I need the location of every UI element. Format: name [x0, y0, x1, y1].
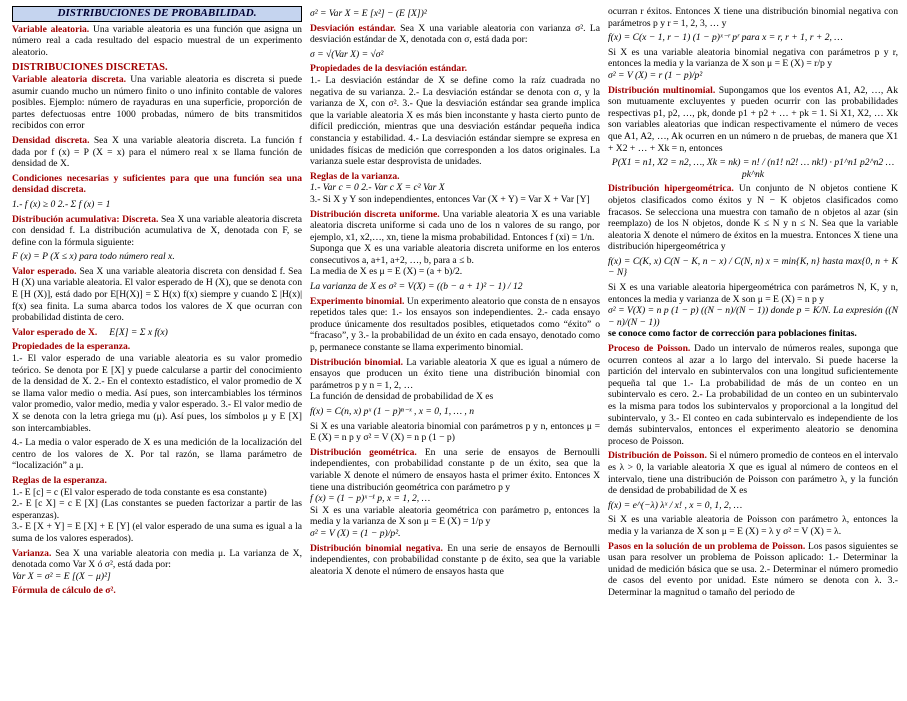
formula-hipergeometrica: f(x) = C(K, x) C(N − K, n − x) / C(N, n) x = min{K, n} hasta max{0, n + K − N}	[608, 255, 898, 279]
paragraph-hipergeometrica: Distribución hipergeométrica. Un conjunto de N objetos contiene K objetos clasificados como éxitos y N − K objetos clasificados como fracasos. Se selecciona una muestra con tamaño de n objetos al azar (sin reemplazo) de los N objetos, donde K ≤ N y n ≤ N. Sea que la variable aleatoria X denote el número de éxitos en la muestra. Entonces X tiene una distribución hipergeométrica y	[608, 183, 898, 253]
formula-multinomial: P(X1 = n1, X2 = n2, …, Xk = nk) = n! / (n1! n2! … nk!) · p1^n1 p2^n2 … pk^nk	[611, 157, 895, 180]
paragraph-poisson-media: Si X es una variable aleatoria de Poisson con parámetro λ, entonces la media y la varianza de X son μ = E (X) = λ y σ² = V (X) = λ.	[608, 514, 898, 537]
formula-poisson: f(x) = e^(−λ) λˣ / x! , x = 0, 1, 2, …	[608, 499, 743, 511]
paragraph-acumulativa: Distribución acumulativa: Discreta. Sea X una variable aleatoria discreta con densidad f. La distribución acumulativa de X, denotada con F, se define con la fórmula siguiente:	[12, 213, 303, 248]
paragraph-desviacion: Desviación estándar. Sea X una variable aleatoria con varianza σ². La desviación estándar de X, denotada con σ, está dada por:	[310, 22, 600, 46]
paragraph-propiedades-4: 4.- La media o valor esperado de X es una medición de la localización del centro de los valores de X. Por tal razón, se llama parámetro de “localización” a μ.	[12, 437, 302, 472]
formula-uniforme: La varianza de X es σ² = V(X) = ((b − a + 1)² − 1) / 12	[310, 281, 523, 293]
paragraph-valor-esperado: Valor esperado. Sea X una variable aleatoria discreta con densidad f. Sea H (X) una variable aleatoria. El valor esperado de H (X), que se denota con E [H (X)], está dado por E[H(X)] = Σ H(x) f(x) siempre y cuando Σ |H(x)| f(x) sea finita. La suma abarca todos los valores de X que ocurran con probabilidad distinta de cero.	[12, 265, 302, 324]
paragraph-densidad: Densidad discreta. Sea X una variable aleatoria discreta. La función f dada por f (x) = P (X = x) para el número real x se llama función de densidad de X.	[12, 134, 302, 170]
paragraph-pasos-poisson: Pasos en la solución de un problema de Poisson. Los pasos siguientes se usan para resolver un problema de Poisson aplicado: 1.- Determinar la unidad de medición básica que se usa. 2.- Determinar el número promedio de casos del evento por unidad. Este número se denota con λ. 3.- Determinar la magnitud o tamaño del periodo de	[608, 540, 898, 598]
paragraph-binomial-media: Si X es una variable aleatoria binomial con parámetros p y n, entonces μ = E (X) = n p y σ² = V (X) = n p (1 − p)	[310, 420, 600, 444]
paragraph-binomial-negativa-cont: ocurran r éxitos. Entonces X tiene una distribución binomial negativa con parámetros p y r = 1, 2, 3, … y	[608, 6, 898, 29]
paragraph-vad: Variable aleatoria discreta. Una variable aleatoria es discreta si puede asumir cuando mucho un número finito o uno infinito contable de valores posibles. Ejemplo: número de rayaduras en una superficie, proporción de partes defectuosas entre 1000 probadas, número de bits transmitidos recibidos con error	[12, 73, 303, 132]
formula-binomial: f(x) = C(n, x) pˣ (1 − p)ⁿ⁻ˣ , x = 0, 1, … , n	[310, 406, 475, 417]
heading-formula-calculo: Fórmula de cálculo de σ².	[12, 585, 116, 597]
paragraph-binomial-negativa-media: Si X es una variable aleatoria binomial negativa con parámetros p y r, entonces la media y la varianza de X son μ = E (X) = r/p y σ² = V (X) = r (1 − p)/p²	[608, 46, 898, 81]
heading-distribuciones-discretas: DISTRIBUCIONES DISCRETAS.	[12, 62, 168, 74]
formula-acumulativa: F (x) = P (X ≤ x) para todo número real x.	[12, 251, 175, 263]
paragraph-binomial-negativa: Distribución binomial negativa. En una serie de ensayos de Bernoulli independientes, con probabilidad constante p de éxito, sea que la variable aleatoria X denote el número de ensayos hasta que	[310, 542, 600, 577]
page-title: DISTRIBUCIONES DE PROBABILIDAD.	[12, 6, 302, 22]
formula-binomial-negativa: f(x) = C(x − 1, r − 1) (1 − p)ˣ⁻ʳ pʳ para x = r, r + 1, r + 2, …	[608, 32, 843, 44]
paragraph-multinomial: Distribución multinomial. Supongamos que los eventos A1, A2, …, Ak son mutuamente excluyentes y pueden ocurrir con las probabilidades respectivas p1, p2, …, pk, donde p1 + p2 + … + pk = 1. Si X1, X2, … Xk son variables aleatorias que indican respectivamente el número de veces que A1, A2, …, Ak ocurren en un número n de pruebas, de manera que X1 + X2 + … + Xk = n, entonces	[608, 84, 898, 154]
paragraph-propiedades-desviacion: Propiedades de la desviación estándar. 1.- La desviación estándar de X se define como la raíz cuadrada no negativa de su varianza. 2.- La desviación estándar se denota con σ, y la varianza de X, con σ². 3.- Que la desviación estándar sea grande implica que la variable aleatoria X es más bien inconstante y hasta cierto punto de difícil predicción, mientras que una desviación estándar pequeña indica constancia y estabilidad. 4.- La desviación estándar siempre se expresa en unidades físicas de medición que corresponden a los datos originales. La varianza suele estar desprovista de unidades.	[310, 63, 600, 168]
paragraph-proceso-poisson: Proceso de Poisson. Dado un intervalo de números reales, suponga que ocurren conteos al azar a lo largo del intervalo. Si puede hacerse la partición del intervalo en subintervalos con una longitud suficientemente pequeña tal que 1.- La probabilidad de más de un conteo en un subintervalo es cero. 2.- La probabilidad de un conteo en un subintervalo es la misma para todos los subintervalos y proporcional a la longitud del subintervalo, y 3.- El conteo en cada subintervalo es independiente de los demás subintervalos, entonces el experimento aleatorio se denomina proceso de Poisson.	[608, 343, 898, 447]
column-3	[608, 6, 898, 602]
paragraph-experimento-binomial: Experimento binomial. Un experimento aleatorio que consta de n ensayos repetidos tales que: 1.- los ensayos son independientes. 2.- cada ensayo produce únicamente dos resultados posibles, etiquetados como “éxito” o “fracaso”, y 3.- la probabilidad de un éxito en cada ensayo, denotado como p, permanece constante se llama experimento binomial.	[310, 295, 600, 354]
formula-desviacion: σ = √(Var X) = √σ²	[310, 48, 384, 60]
formula-calculo-varianza: σ² = Var X = E [x²] − (E [X])²	[310, 8, 427, 19]
paragraph-uniforme: Distribución discreta uniforme. Una variable aleatoria X es una variable aleatoria discreta uniforme si cada uno de los n valores de su rango, por ejemplo, x1, x2,…, xn, tiene la misma probabilidad. Entonces f (xi) = 1/n. Suponga que X es una variable aleatoria discreta uniforme en los enteros consecutivos a, a+1, a+2, …, b, para a ≤ b. La media de X es μ = E (X) = (a + b)/2.	[310, 208, 600, 278]
paragraph-hipergeometrica-media: Si X es una variable aleatoria hipergeométrica con parámetros N, K, y n, entonces la media y varianza de X son μ = E (X) = n p y σ² = V(X) = n p (1 − p) ((N − n)/(N − 1)) donde p = K/N. La expresión ((N − n)/(N − 1)) se conoce como factor de corrección para poblaciones finitas.	[608, 282, 898, 340]
paragraph-reglas-esperanza: Reglas de la esperanza. 1.- E [c] = c (El valor esperado de toda constante es esa constante) 2.- E [c X] = c E [X] (Las constantes se pueden factorizar a partir de las esperanzas). 3.- E [X + Y] = E [X] + E [Y] (el valor esperado de una suma es igual a la suma de los valores esperados).	[12, 474, 302, 544]
paragraph-propiedades-esperanza: Propiedades de la esperanza. 1.- El valor esperado de una variable aleatoria es su valor promedio teórico. Se denota por E [X] y puede calcularse a partir del conocimiento de la densidad de X. 2.- En el contexto estadístico, el valor promedio de X se llama valor medio o media. Así pues, son intercambiables los términos valor promedio, valor medio, media y valor esperado. 3.- El valor medio de X se denota con la letra griega mu (μ). Así pues, los símbolos μ y E [X] son intercambiables.	[12, 341, 302, 434]
paragraph-binomial: Distribución binomial. La variable aleatoria X que es igual a número de ensayos que producen un éxito tiene una distribución binomial con parámetros p y n = 1, 2, … La función de densidad de probabilidad de X es	[310, 356, 600, 403]
paragraph-varianza: Varianza. Sea X una variable aleatoria con media μ. La varianza de X, denotada como Var X ó σ², está dada por: Var X = σ² = E [(X − μ)²]	[12, 547, 302, 582]
column-1	[12, 6, 302, 600]
paragraph-reglas-varianza: Reglas de la varianza. 1.- Var c = 0 2.- Var c X = c² Var X 3.- Si X y Y son independientes, entonces Var (X + Y) = Var X + Var [Y]	[310, 170, 590, 205]
paragraph-geometrica: Distribución geométrica. En una serie de ensayos de Bernoulli independientes, con probabilidad constante p de un éxito, sea que la variable X denote el número de ensayos hasta el primer éxito. Entonces X tiene una distribución geométrica con parámetro p y f (x) = (1 − p)ˣ⁻¹ p, x = 1, 2, … Si X es una variable aleatoria geométrica con parámetro p, entonces la media y la varianza de X son μ = E (X) = 1/p y σ² = V (X) = (1 − p)/p².	[310, 446, 601, 539]
paragraph-variable-aleatoria: Variable aleatoria. Una variable aleatoria es una función que asigna un número real a cada resultado del espacio muestral de un experimento aleatorio.	[12, 23, 302, 58]
column-2	[310, 6, 600, 580]
formula-condiciones: 1.- f (x) ≥ 0 2.- Σ f (x) = 1	[12, 198, 111, 210]
paragraph-distribucion-poisson: Distribución de Poisson. Si el número promedio de conteos en el intervalo es λ > 0, la variable aleatoria X que es igual al número de conteos en el intervalo, tiene una distribución de Poisson con parámetro λ, y la función de densidad de probabilidad de X es	[608, 450, 898, 497]
paragraph-condiciones: Condiciones necesarias y suficientes para que una función sea una densidad discreta.	[12, 172, 302, 196]
paragraph-valor-esperado-x: Valor esperado de X. E[X] = Σ x f(x)	[12, 326, 168, 338]
